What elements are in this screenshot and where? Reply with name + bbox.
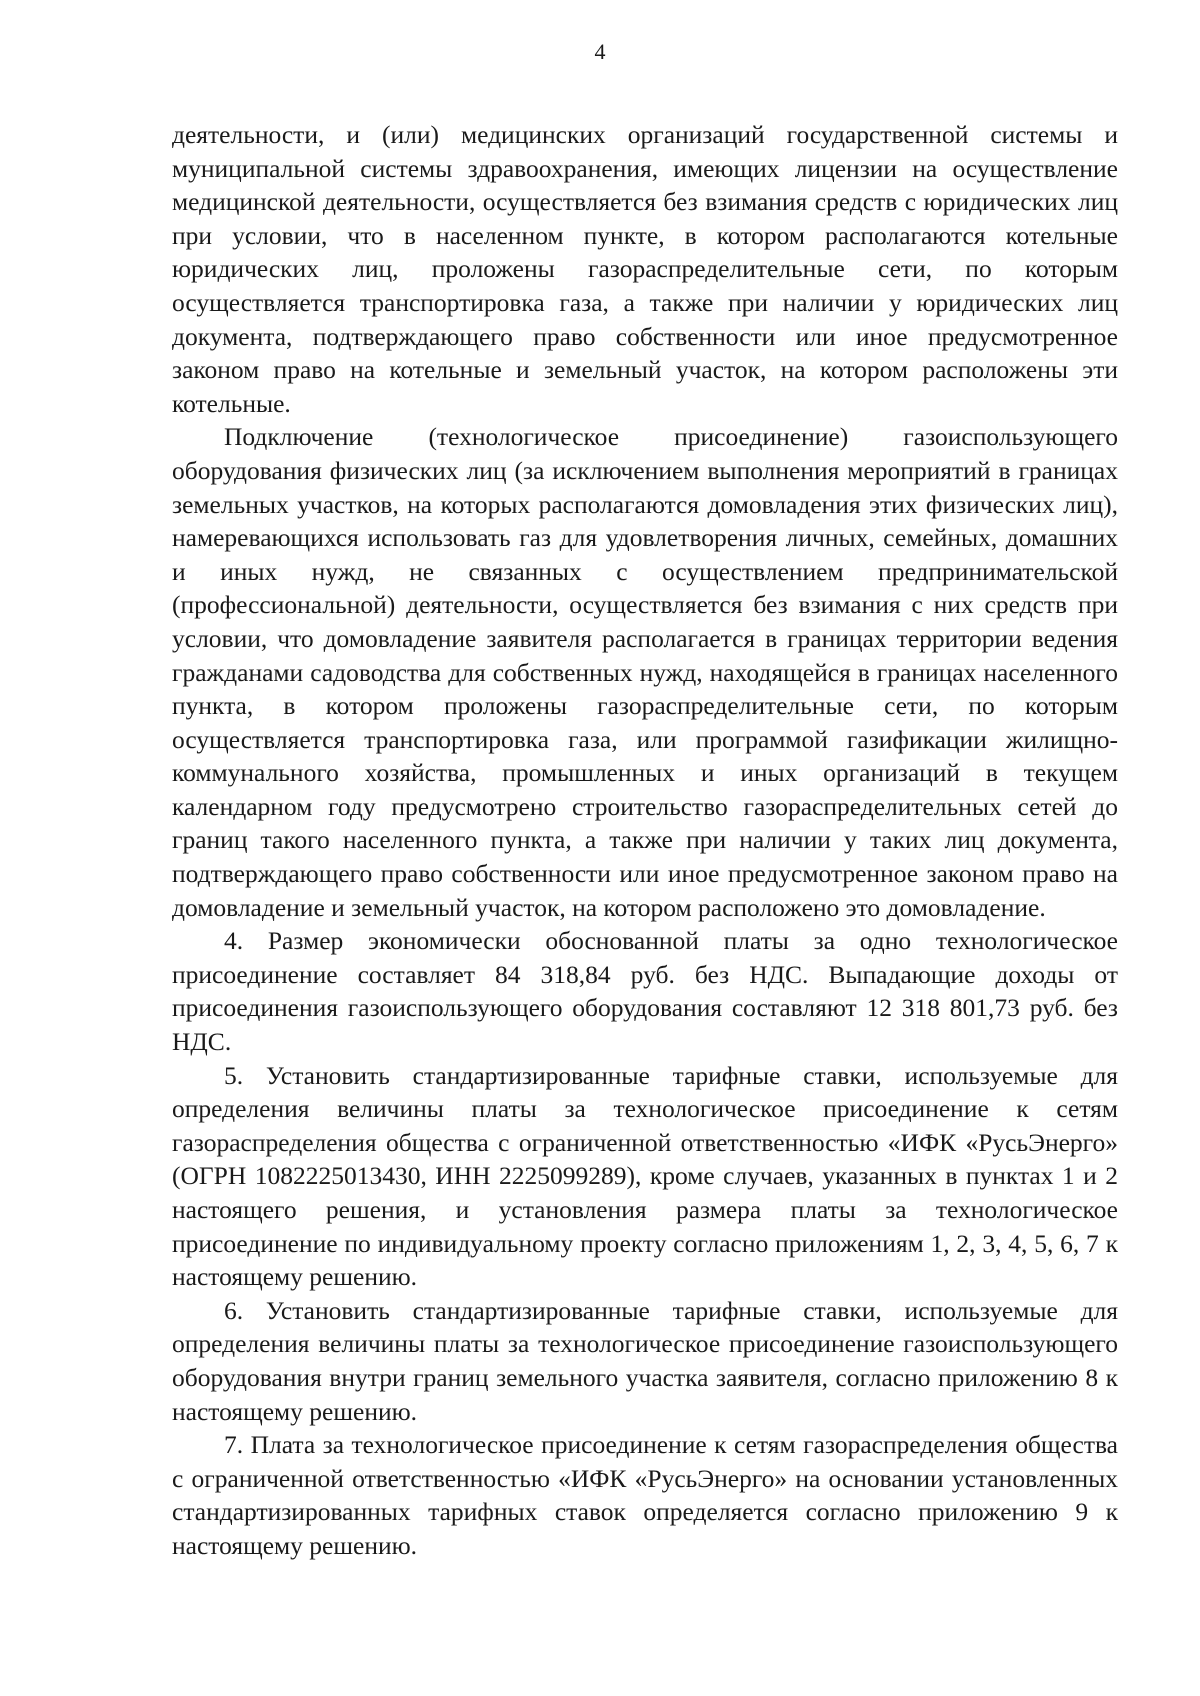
paragraph-item-5: 5. Установить стандартизированные тарифные ставки, используемые для определения величины платы за технологическое присоединение к сетям газораспределения общества с ограниченной ответственностью «ИФК «РусьЭнерго» (ОГРН 1082225013430, ИНН 2225099289), кроме случаев, указанных в пунктах 1 и 2 настоящего решения, и установления размера платы за технологическое присоединение по индивидуальному проекту согласно приложениям 1, 2, 3, 4, 5, 6, 7 к настоящему решению. [172,1060,1118,1292]
document-body [172,118,1118,1563]
page-number: 4 [594,39,606,64]
paragraph-item-7: 7. Плата за технологическое присоединение к сетям газораспределения общества с ограниченной ответственностью «ИФК «РусьЭнерго» на основании установленных стандартизированных тарифных ставок определяется согласно приложению 9 к настоящему решению. [172,1430,1118,1560]
paragraph-connection-individuals: Подключение (технологическое присоединение) газоиспользующего оборудования физических лиц (за исключением выполнения мероприятий в границах земельных участков, на которых располагаются домовладения этих физических лиц), намеревающихся использовать газ для удовлетворения личных, семейных, домашних и иных нужд, не связанных с осуществлением предпринимательской (профессиональной) деятельности, осуществляется без взимания с них средств при условии, что домовладение заявителя располагается в границах территории ведения гражданами садоводства для собственных нужд, находящейся в границах населенного пункта, в котором проложены газораспределительные сети, по которым осуществляется транспортировка газа, или программой газификации жилищно-коммунального хозяйства, промышленных и иных организаций в текущем календарном году предусмотрено строительство газораспределительных сетей до границ такого населенного пункта, а также при наличии у таких лиц документа, подтверждающего право собственности или иное предусмотренное законом право на домовладение и земельный участок, на котором расположено это домовладение. [172,422,1118,922]
paragraph-item-6: 6. Установить стандартизированные тарифные ставки, используемые для определения величины платы за технологическое присоединение газоиспользующего оборудования внутри границ земельного участка заявителя, согласно приложению 8 к настоящему решению. [172,1295,1118,1426]
paragraph-continuation: деятельности, и (или) медицинских организаций государственной системы и муниципальной системы здравоохранения, имеющих лицензии на осуществление медицинской деятельности, осуществляется без взимания средств с юридических лиц при условии, что в населенном пункте, в котором располагаются котельные юридических лиц, проложены газораспределительные сети, по которым осуществляется транспортировка газа, а также при наличии у юридических лиц документа, подтверждающего право собственности или иное предусмотренное законом право на котельные и земельный участок, на котором расположены эти котельные. [172,120,1118,418]
paragraph-item-4: 4. Размер экономически обоснованной платы за одно технологическое присоединение составляет 84 318,84 руб. без НДС. Выпадающие доходы от присоединения газоиспользующего оборудования составляют 12 318 801,73 руб. без НДС. [172,926,1118,1057]
